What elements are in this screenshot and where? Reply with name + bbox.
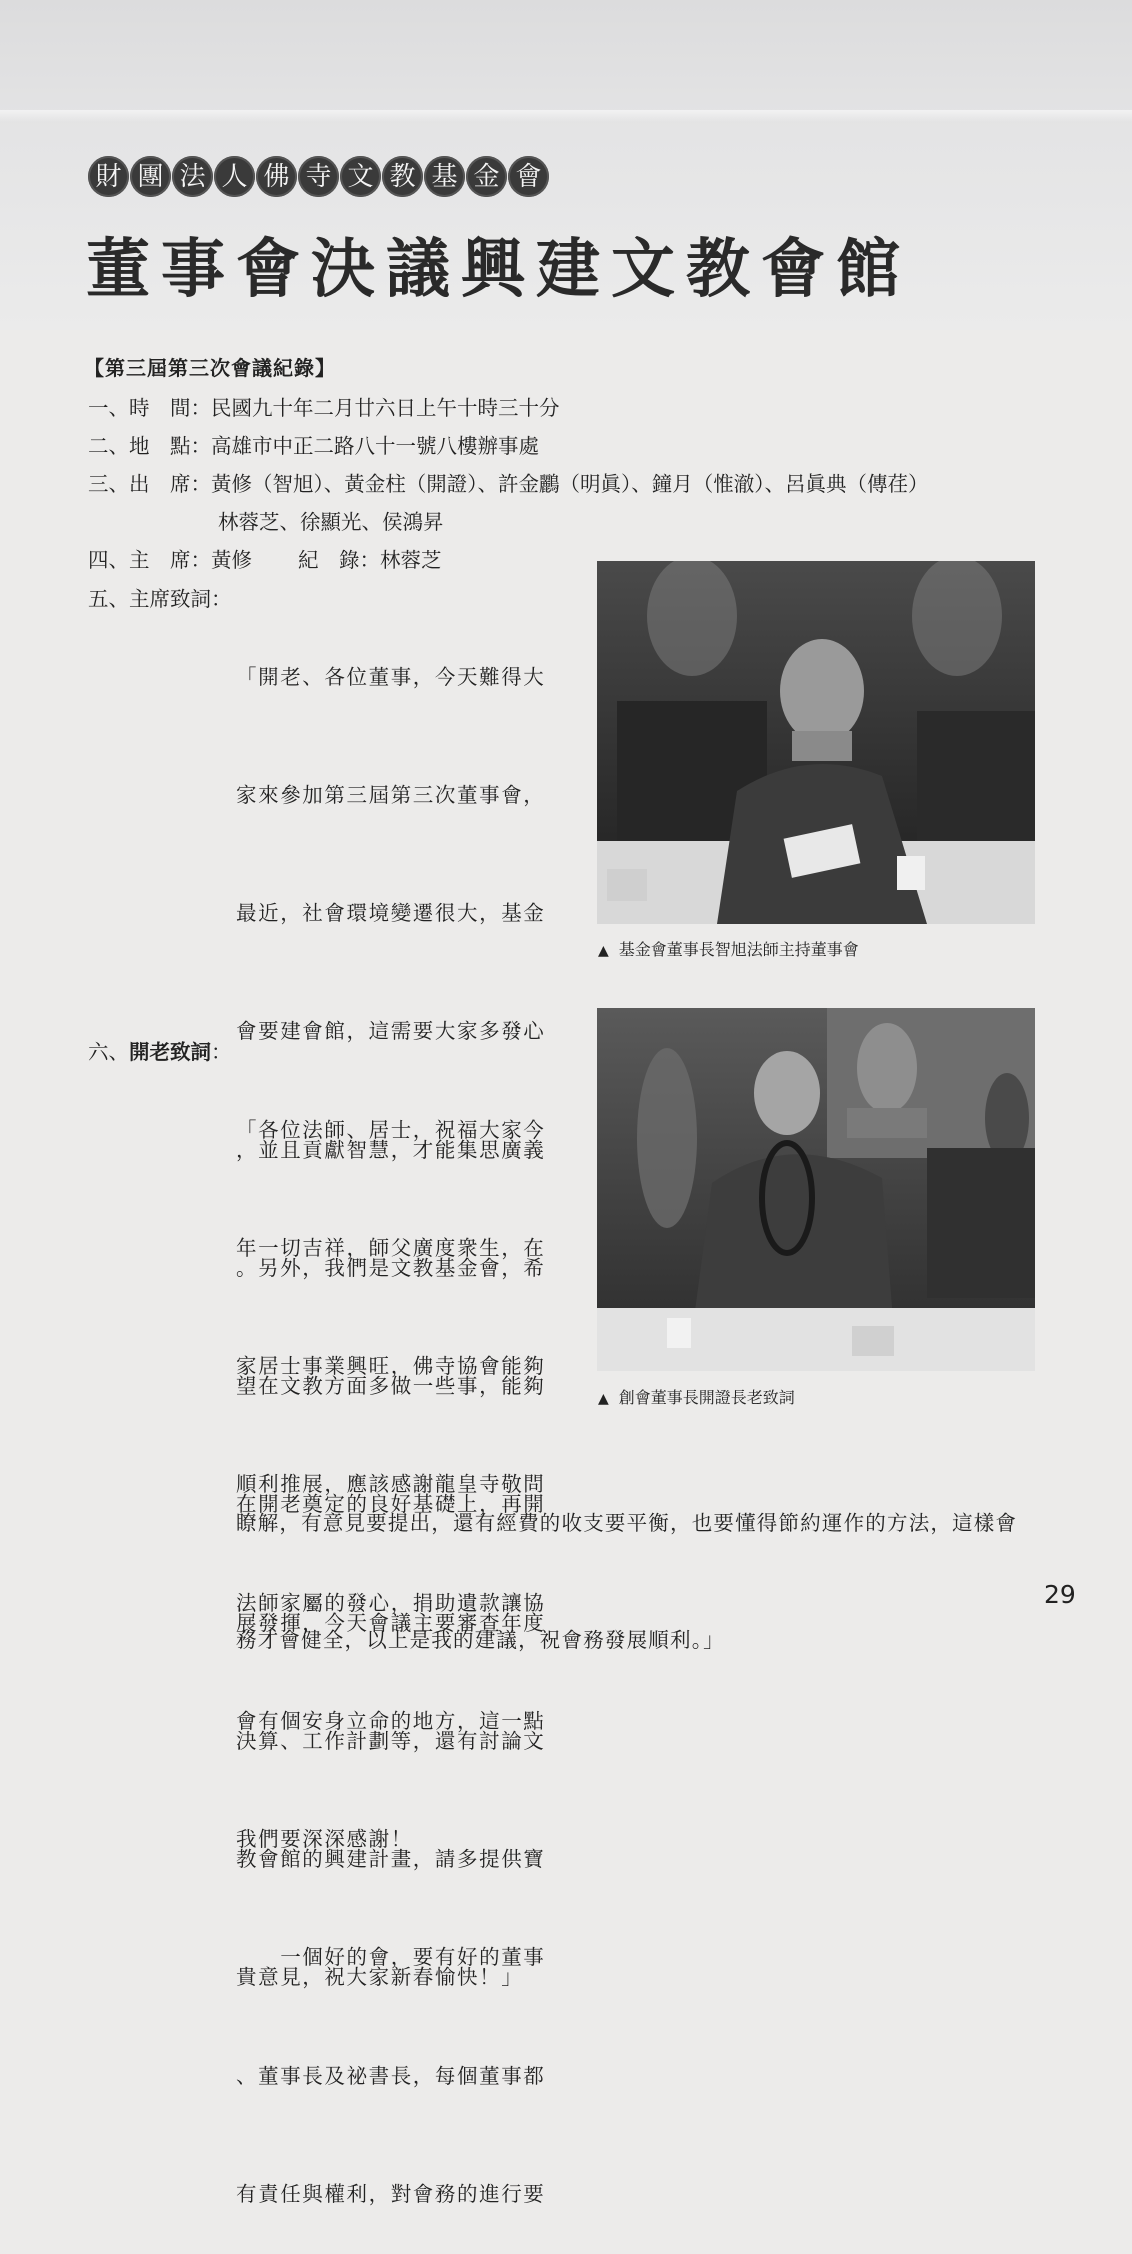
photo-image [597, 1008, 1035, 1371]
series-char: 文 [340, 156, 381, 197]
series-char: 法 [172, 156, 213, 197]
elder-speech-tail [236, 1426, 1056, 1699]
page-number: 29 [1044, 1580, 1076, 1609]
photo-caption-2 [598, 1385, 795, 1408]
series-char: 財 [88, 156, 129, 197]
speech-line: 。另外，我們是文教基金會，希 [236, 1255, 546, 1280]
item-key: 一、時 間： [88, 396, 211, 420]
triangle-marker-icon: ▲ [598, 1391, 609, 1407]
series-char: 金 [466, 156, 507, 197]
speech-line: 有責任與權利，對會務的進行要 [236, 2181, 546, 2206]
elder-speech-key [88, 1042, 232, 1063]
item-time [88, 398, 560, 419]
photo-caption-1 [598, 937, 859, 960]
speech-line: 最近，社會環境變遷很大，基金 [236, 901, 546, 926]
headline: 董事會決議興建文教會館 [86, 232, 911, 307]
speech-line: 我們要深深感謝！ [236, 1827, 413, 1852]
item-value: 高雄市中正二路八十一號八樓辦事處 [211, 434, 539, 458]
photo-image [597, 561, 1035, 924]
item-key: 三、出 席： [88, 472, 211, 496]
series-char: 寺 [298, 156, 339, 197]
item-key: 二、地 點： [88, 434, 211, 458]
speech-line: ，並且貢獻智慧，才能集思廣義 [236, 1137, 546, 1162]
section-label: 【第三屆第三次會議紀錄】 [84, 356, 336, 380]
item-key: 四、主 席： [88, 548, 211, 572]
speech-line: 一個好的會，要有好的董事 [236, 1945, 546, 1970]
speech-line: 望在文教方面多做一些事，能夠 [236, 1374, 546, 1399]
item-recorder [298, 550, 442, 571]
speech-line: 、董事長及祕書長，每個董事都 [236, 2063, 546, 2088]
item-key-suffix: ： [211, 1040, 232, 1064]
photo-founder-speech [597, 1008, 1035, 1371]
series-char: 團 [130, 156, 171, 197]
speech-line: 展發揮，今天會議主要審查年度 [236, 1610, 546, 1635]
caption-text: 創會董事長開證長老致詞 [618, 1388, 795, 1407]
item-value: 林蓉芝 [380, 548, 442, 572]
speech-line: 貴意見，祝大家新春愉快！」 [236, 1965, 524, 1990]
speech-line: 會要建會館，這需要大家多發心 [236, 1019, 546, 1044]
speech-line: 教會館的興建計畫，請多提供寶 [236, 1847, 546, 1871]
speech-line: 在開老奠定的良好基礎上，再開 [236, 1492, 546, 1517]
series-char: 會 [508, 156, 549, 197]
item-key-prefix: 六、 [88, 1040, 129, 1064]
speech-line: 會有個安身立命的地方，這一點 [236, 1708, 546, 1733]
chair-speech-key: 五、主席致詞： [88, 587, 232, 611]
item-key-bold: 開老致詞 [129, 1040, 211, 1064]
speech-line: 順利推展，應該感謝龍皇寺敬問 [236, 1472, 546, 1497]
series-char: 人 [214, 156, 255, 197]
photo-chairman-meeting [597, 561, 1035, 924]
item-attendance [88, 474, 929, 495]
speech-line: 家居士事業興旺，佛寺協會能夠 [236, 1354, 546, 1379]
speech-line: 「各位法師、居士，祝福大家今 [236, 1117, 546, 1142]
speech-line: 瞭解，有意見要提出，還有經費的收支要平衡，也要懂得節約運作的方法，這樣會 [236, 1511, 1018, 1535]
series-char: 基 [424, 156, 465, 197]
series-char: 教 [382, 156, 423, 197]
item-place [88, 436, 539, 457]
speech-line: 「開老、各位董事，今天難得大 [236, 664, 546, 689]
attendance-continuation: 林蓉芝、徐顯光、侯鴻昇 [218, 510, 444, 534]
item-key: 紀 錄： [298, 548, 380, 572]
item-value: 黃修 [211, 548, 252, 572]
series-char: 佛 [256, 156, 297, 197]
series-title [88, 156, 549, 197]
item-value: 黃修（智旭）、黃金柱（開證）、許金鸝（明眞）、鐘月（惟澈）、呂眞典（傳荏） [211, 472, 929, 496]
triangle-marker-icon: ▲ [598, 943, 609, 959]
item-value: 民國九十年二月廿六日上午十時三十分 [211, 396, 560, 420]
caption-text: 基金會董事長智旭法師主持董事會 [618, 940, 859, 959]
speech-line: 家來參加第三屆第三次董事會， [236, 783, 546, 808]
speech-line: 務才會健全，以上是我的建議，祝會務發展順利。」 [236, 1628, 725, 1652]
speech-line: 法師家屬的發心，捐助遺款讓協 [236, 1590, 546, 1615]
speech-line: 決算、工作計劃等，還有討論文 [236, 1728, 546, 1753]
speech-line: 年一切吉祥，師父廣度衆生，在 [236, 1236, 546, 1261]
item-chair [88, 550, 252, 571]
